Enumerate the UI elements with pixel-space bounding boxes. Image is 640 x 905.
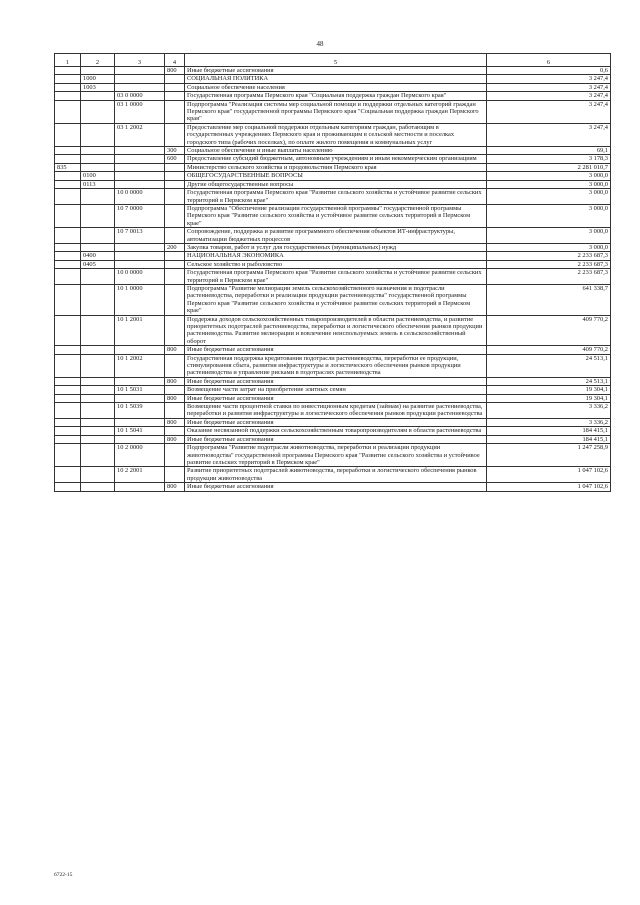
col4-cell: 800	[165, 418, 185, 426]
col4-cell	[165, 189, 185, 205]
description-cell: Государственная программа Пермского края "Развитие сельского хозяйства и устойчивое развитие сельских территорий в Пермском крае"	[185, 269, 487, 285]
col2-cell	[81, 346, 115, 354]
col1-cell	[55, 467, 81, 483]
amount-cell: 3 000,0	[487, 189, 611, 205]
col3-cell: 10 0 0000	[115, 269, 165, 285]
amount-cell: 3 247,4	[487, 75, 611, 83]
description-cell: Социальное обеспечение населения	[185, 83, 487, 91]
col4-cell	[165, 100, 185, 123]
table-row	[55, 284, 611, 315]
col2-cell	[81, 394, 115, 402]
header-col-6: 6	[487, 54, 611, 67]
col3-cell: 03 1 2002	[115, 123, 165, 146]
col2-cell	[81, 100, 115, 123]
col4-cell: 800	[165, 435, 185, 443]
col3-cell: 10 1 2001	[115, 315, 165, 346]
header-col-1: 1	[55, 54, 81, 67]
col2-cell	[81, 269, 115, 285]
description-cell: Развитие приоритетных подотраслей животноводства, переработки и логистического обеспечения рынков продукции животноводства	[185, 467, 487, 483]
col2-cell	[81, 92, 115, 100]
amount-cell: 2 281 010,7	[487, 163, 611, 171]
col2-cell	[81, 147, 115, 155]
col4-cell	[165, 123, 185, 146]
table-row	[55, 269, 611, 285]
amount-cell: 184 415,1	[487, 427, 611, 435]
col3-cell: 10 1 2002	[115, 354, 165, 377]
description-cell: Закупка товаров, работ и услуг для государственных (муниципальных) нужд	[185, 243, 487, 251]
col1-cell	[55, 147, 81, 155]
col2-cell	[81, 377, 115, 385]
table-row	[55, 204, 611, 227]
amount-cell: 69,1	[487, 147, 611, 155]
col1-cell	[55, 172, 81, 180]
col2-cell	[81, 354, 115, 377]
col2-cell: 1000	[81, 75, 115, 83]
table-row	[55, 252, 611, 260]
col3-cell	[115, 418, 165, 426]
col1-cell	[55, 189, 81, 205]
col2-cell	[81, 483, 115, 491]
header-row	[55, 54, 611, 67]
amount-cell: 3 178,3	[487, 155, 611, 163]
col4-cell	[165, 427, 185, 435]
table-row	[55, 189, 611, 205]
description-cell: Другие общегосударственные вопросы	[185, 180, 487, 188]
col3-cell: 10 7 0000	[115, 204, 165, 227]
col1-cell	[55, 269, 81, 285]
col3-cell: 10 0 0000	[115, 189, 165, 205]
amount-cell: 3 247,4	[487, 123, 611, 146]
header-col-5: 5	[185, 54, 487, 67]
page-number: 48	[316, 40, 324, 48]
col2-cell	[81, 427, 115, 435]
col4-cell: 800	[165, 346, 185, 354]
col3-cell	[115, 172, 165, 180]
table-row	[55, 315, 611, 346]
description-cell: Государственная поддержка кредитования подотрасли растениеводства, переработки ее продукции, стимулирования сбыта, развития инфраструктуры и логистического обеспечения рынков продукции растениеводства и управление рисками в подотраслях растениеводства	[185, 354, 487, 377]
header-col-4: 4	[165, 54, 185, 67]
table-row	[55, 163, 611, 171]
col3-cell	[115, 155, 165, 163]
amount-cell: 3 000,0	[487, 204, 611, 227]
col3-cell	[115, 180, 165, 188]
header-col-3: 3	[115, 54, 165, 67]
col4-cell: 600	[165, 155, 185, 163]
amount-cell: 409 770,2	[487, 315, 611, 346]
col4-cell: 800	[165, 483, 185, 491]
table-row	[55, 67, 611, 75]
table-row	[55, 386, 611, 394]
col4-cell: 200	[165, 243, 185, 251]
amount-cell: 3 000,0	[487, 228, 611, 244]
table-row	[55, 100, 611, 123]
col1-cell	[55, 204, 81, 227]
col2-cell	[81, 386, 115, 394]
table-row	[55, 403, 611, 419]
col3-cell: 10 1 5041	[115, 427, 165, 435]
description-cell: Подпрограмма "Реализация системы мер социальной помощи и поддержки отдельных категорий граждан Пермского края" государственной программы Пермского края "Социальная поддержка граждан Пермского края"	[185, 100, 487, 123]
col1-cell	[55, 427, 81, 435]
description-cell: ОБЩЕГОСУДАРСТВЕННЫЕ ВОПРОСЫ	[185, 172, 487, 180]
description-cell: Иные бюджетные ассигнования	[185, 346, 487, 354]
col2-cell	[81, 243, 115, 251]
col2-cell	[81, 67, 115, 75]
col3-cell	[115, 260, 165, 268]
col4-cell	[165, 386, 185, 394]
table-row	[55, 155, 611, 163]
table-row	[55, 147, 611, 155]
col1-cell	[55, 123, 81, 146]
col2-cell	[81, 435, 115, 443]
description-cell: Иные бюджетные ассигнования	[185, 67, 487, 75]
amount-cell: 184 415,1	[487, 435, 611, 443]
col2-cell	[81, 204, 115, 227]
col2-cell	[81, 228, 115, 244]
table-row	[55, 243, 611, 251]
col1-cell	[55, 243, 81, 251]
col4-cell	[165, 260, 185, 268]
amount-cell: 19 304,1	[487, 386, 611, 394]
col3-cell: 10 7 0013	[115, 228, 165, 244]
col1-cell	[55, 403, 81, 419]
amount-cell: 641 338,7	[487, 284, 611, 315]
col1-cell	[55, 483, 81, 491]
col4-cell: 800	[165, 394, 185, 402]
col1-cell	[55, 75, 81, 83]
col3-cell	[115, 83, 165, 91]
col4-cell	[165, 269, 185, 285]
col3-cell	[115, 483, 165, 491]
col3-cell	[115, 163, 165, 171]
description-cell: Возмещение части процентной ставки по инвестиционным кредитам (займам) на развитие растениеводства, переработки и развития инфраструктуры и логистического обеспечения рынков продукции растениеводства	[185, 403, 487, 419]
amount-cell: 24 513,1	[487, 354, 611, 377]
amount-cell: 0,6	[487, 67, 611, 75]
amount-cell: 3 000,0	[487, 243, 611, 251]
budget-table	[54, 53, 611, 492]
col2-cell	[81, 315, 115, 346]
description-cell: Оказание несвязанной поддержки сельскохозяйственным товаропроизводителям в области растениеводства	[185, 427, 487, 435]
col2-cell	[81, 467, 115, 483]
col3-cell: 10 1 0000	[115, 284, 165, 315]
description-cell: Иные бюджетные ассигнования	[185, 418, 487, 426]
col4-cell	[165, 83, 185, 91]
col2-cell: 0113	[81, 180, 115, 188]
col1-cell	[55, 315, 81, 346]
col3-cell: 10 1 5031	[115, 386, 165, 394]
description-cell: Сопровождение, поддержка и развитие программного обеспечения объектов ИТ-инфраструктуры, автоматизации бюджетных процессов	[185, 228, 487, 244]
col3-cell: 10 1 5039	[115, 403, 165, 419]
col2-cell: 0400	[81, 252, 115, 260]
col3-cell: 03 0 0000	[115, 92, 165, 100]
col4-cell	[165, 163, 185, 171]
col2-cell: 0405	[81, 260, 115, 268]
description-cell: Предоставление мер социальной поддержки отдельным категориям граждан, работающим в государственных учреждениях Пермского края и проживающим в сельской местности и поселках городского типа (рабочих поселках), по оплате жилого помещения и коммунальных услуг	[185, 123, 487, 146]
col3-cell	[115, 435, 165, 443]
amount-cell: 24 513,1	[487, 377, 611, 385]
col4-cell	[165, 284, 185, 315]
table-row	[55, 346, 611, 354]
col4-cell: 800	[165, 377, 185, 385]
col2-cell: 1003	[81, 83, 115, 91]
amount-cell: 1 247 258,9	[487, 444, 611, 467]
description-cell: Подпрограмма "Развитие мелиорации земель сельскохозяйственного назначения и подотрасли растениеводства, переработки и реализации продукции растениеводства" государственной программы Пермского края "Развитие сельского хозяйства и устойчивое развитие сельских территорий в Пермском крае"	[185, 284, 487, 315]
table-row	[55, 75, 611, 83]
col4-cell	[165, 172, 185, 180]
amount-cell: 3 000,0	[487, 180, 611, 188]
col2-cell	[81, 155, 115, 163]
col1-cell	[55, 284, 81, 315]
table-row	[55, 444, 611, 467]
col2-cell	[81, 123, 115, 146]
table-row	[55, 427, 611, 435]
footer-code: 6722-15	[54, 872, 73, 878]
amount-cell: 3 000,0	[487, 172, 611, 180]
col3-cell	[115, 67, 165, 75]
table-row	[55, 467, 611, 483]
description-cell: Поддержка доходов сельскохозяйственных товаропроизводителей в области растениеводства, и развитие приоритетных подотраслей растениеводства, переработки и логистического обеспечения рынков продукции растениеводства. Развитие мелиорации и вовлечение неиспользуемых земель в сельскохозяйственный оборот	[185, 315, 487, 346]
col3-cell	[115, 377, 165, 385]
col2-cell	[81, 418, 115, 426]
description-cell: Государственная программа Пермского края "Социальная поддержка граждан Пермского края"	[185, 92, 487, 100]
col4-cell	[165, 403, 185, 419]
col1-cell	[55, 252, 81, 260]
col1-cell	[55, 67, 81, 75]
amount-cell: 1 047 102,6	[487, 483, 611, 491]
amount-cell: 3 247,4	[487, 83, 611, 91]
amount-cell: 2 233 687,3	[487, 260, 611, 268]
col3-cell	[115, 75, 165, 83]
col4-cell	[165, 75, 185, 83]
col3-cell	[115, 252, 165, 260]
col2-cell: 0100	[81, 172, 115, 180]
amount-cell: 409 770,2	[487, 346, 611, 354]
col1-cell	[55, 377, 81, 385]
col2-cell	[81, 189, 115, 205]
col3-cell	[115, 243, 165, 251]
amount-cell: 2 233 687,3	[487, 269, 611, 285]
amount-cell: 3 247,4	[487, 92, 611, 100]
amount-cell: 3 247,4	[487, 100, 611, 123]
table-row	[55, 180, 611, 188]
description-cell: Подпрограмма "Развитие подотрасли животноводства, переработки и реализации продукции животноводства" государственной программы Пермского края "Развитие сельского хозяйства и устойчивое развитие сельских территорий в Пермском крае"	[185, 444, 487, 467]
col3-cell	[115, 147, 165, 155]
table-row	[55, 228, 611, 244]
table-row	[55, 123, 611, 146]
col1-cell: 835	[55, 163, 81, 171]
amount-cell: 2 233 687,3	[487, 252, 611, 260]
table-row	[55, 92, 611, 100]
col4-cell	[165, 228, 185, 244]
header-col-2: 2	[81, 54, 115, 67]
col3-cell	[115, 394, 165, 402]
col4-cell	[165, 444, 185, 467]
col1-cell	[55, 386, 81, 394]
table-row	[55, 483, 611, 491]
col1-cell	[55, 346, 81, 354]
col4-cell: 300	[165, 147, 185, 155]
description-cell: Иные бюджетные ассигнования	[185, 377, 487, 385]
description-cell: Иные бюджетные ассигнования	[185, 435, 487, 443]
description-cell: Подпрограмма "Обеспечение реализации государственной программы" государственной программы Пермского края "Развитие сельского хозяйства и устойчивое развитие сельских территорий в Пермском крае"	[185, 204, 487, 227]
col2-cell	[81, 163, 115, 171]
amount-cell: 1 047 102,6	[487, 467, 611, 483]
amount-cell: 3 336,2	[487, 403, 611, 419]
col4-cell	[165, 92, 185, 100]
table-row	[55, 260, 611, 268]
description-cell: СОЦИАЛЬНАЯ ПОЛИТИКА	[185, 75, 487, 83]
table-row	[55, 377, 611, 385]
table-row	[55, 83, 611, 91]
table-row	[55, 418, 611, 426]
col4-cell	[165, 180, 185, 188]
col4-cell	[165, 467, 185, 483]
table-row	[55, 354, 611, 377]
description-cell: Министерство сельского хозяйства и продовольствия Пермского края	[185, 163, 487, 171]
amount-cell: 3 336,2	[487, 418, 611, 426]
col1-cell	[55, 180, 81, 188]
col2-cell	[81, 284, 115, 315]
col1-cell	[55, 354, 81, 377]
col1-cell	[55, 435, 81, 443]
col1-cell	[55, 444, 81, 467]
col2-cell	[81, 444, 115, 467]
description-cell: Иные бюджетные ассигнования	[185, 394, 487, 402]
description-cell: Возмещение части затрат на приобретение элитных семян	[185, 386, 487, 394]
col1-cell	[55, 260, 81, 268]
description-cell: Государственная программа Пермского края "Развитие сельского хозяйства и устойчивое развитие сельских территорий в Пермском крае"	[185, 189, 487, 205]
col2-cell	[81, 403, 115, 419]
col1-cell	[55, 100, 81, 123]
col1-cell	[55, 418, 81, 426]
col1-cell	[55, 394, 81, 402]
col3-cell: 10 2 2001	[115, 467, 165, 483]
description-cell: Иные бюджетные ассигнования	[185, 483, 487, 491]
col3-cell: 10 2 0000	[115, 444, 165, 467]
table-row	[55, 435, 611, 443]
col4-cell	[165, 315, 185, 346]
col4-cell	[165, 204, 185, 227]
table-row	[55, 394, 611, 402]
col1-cell	[55, 228, 81, 244]
col3-cell: 03 1 0000	[115, 100, 165, 123]
table-row	[55, 172, 611, 180]
col1-cell	[55, 83, 81, 91]
description-cell: Предоставление субсидий бюджетным, автономным учреждениям и иным некоммерческим организациям	[185, 155, 487, 163]
col1-cell	[55, 155, 81, 163]
amount-cell: 19 304,1	[487, 394, 611, 402]
description-cell: Социальное обеспечение и иные выплаты населению	[185, 147, 487, 155]
col4-cell	[165, 354, 185, 377]
description-cell: НАЦИОНАЛЬНАЯ ЭКОНОМИКА	[185, 252, 487, 260]
col4-cell	[165, 252, 185, 260]
col3-cell	[115, 346, 165, 354]
col1-cell	[55, 92, 81, 100]
col4-cell: 800	[165, 67, 185, 75]
description-cell: Сельское хозяйство и рыболовство	[185, 260, 487, 268]
